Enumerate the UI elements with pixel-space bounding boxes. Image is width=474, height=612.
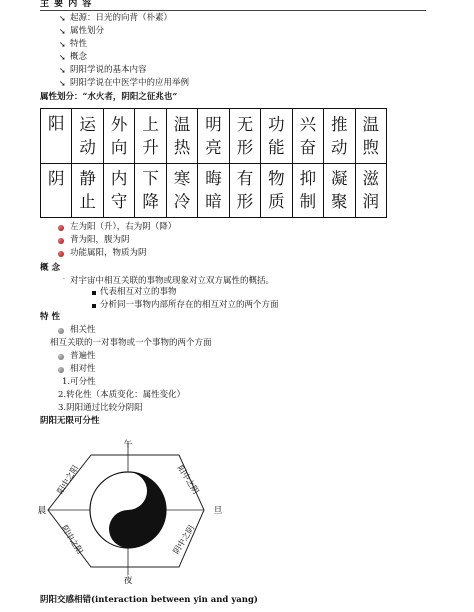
outline-item: 阴阳学说在中医学中的应用举例 bbox=[70, 78, 190, 88]
section-title: 阴阳交感相错(interaction between yin and yang) bbox=[40, 595, 258, 605]
trait-label: 普遍性 bbox=[70, 351, 96, 361]
table-cell: 无 形 bbox=[229, 109, 260, 164]
table-cell: 有 形 bbox=[229, 163, 260, 218]
grey-bullet-icon bbox=[58, 328, 64, 334]
label-lower-right: 阴中之阴 bbox=[171, 523, 197, 556]
table-row-yin bbox=[41, 163, 387, 218]
outline-title: 主 要 内 容 bbox=[40, 0, 93, 9]
table-cell: 晦 暗 bbox=[198, 163, 229, 218]
grey-bullet-icon bbox=[58, 354, 64, 360]
table-cell: 阴 bbox=[41, 163, 72, 218]
table-cell: 温 热 bbox=[166, 109, 197, 164]
traits-heading: 特 性 bbox=[40, 312, 60, 322]
attribute-note: 背为阳，腹为阴 bbox=[70, 235, 130, 245]
red-bullet-icon bbox=[58, 238, 64, 244]
outline-item: 特性 bbox=[70, 39, 88, 49]
numbered-item: 3.阴阳通过比较分阴阳 bbox=[58, 403, 143, 413]
attributes-heading: 属性划分：“水火者，阴阳之征兆也” bbox=[40, 92, 178, 102]
attribute-note: 左为阳（升），右为阴（降） bbox=[70, 222, 177, 232]
outline-item: 属性划分 bbox=[70, 26, 105, 36]
table-cell: 运 动 bbox=[72, 109, 103, 164]
square-bullet-icon bbox=[92, 291, 96, 295]
numbered-item: 1.可分性 bbox=[62, 377, 96, 387]
label-upper-right: 阳中之阴 bbox=[175, 463, 201, 496]
table-cell: 凝 聚 bbox=[324, 163, 355, 218]
trait-description: 相互关联的一对事物或一个事物的两个方面 bbox=[50, 338, 212, 348]
table-cell: 静 止 bbox=[72, 163, 103, 218]
square-bullet-icon bbox=[92, 304, 96, 308]
label-upper-left: 阳中之阳 bbox=[55, 463, 81, 496]
table-cell: 明 亮 bbox=[198, 109, 229, 164]
red-bullet-icon bbox=[58, 225, 64, 231]
table-cell: 功 能 bbox=[261, 109, 292, 164]
yin-yang-attribute-table bbox=[40, 108, 387, 218]
outline-item: 概念 bbox=[70, 52, 88, 62]
outline-item: 阴阳学说的基本内容 bbox=[70, 65, 147, 75]
table-cell: 物 质 bbox=[261, 163, 292, 218]
table-cell: 上 升 bbox=[135, 109, 166, 164]
table-cell: 滋 润 bbox=[355, 163, 386, 218]
trait-label: 相关性 bbox=[70, 325, 96, 335]
label-left: 晨 bbox=[37, 506, 47, 516]
trait-label: 相对性 bbox=[70, 364, 96, 374]
concept-heading: 概 念 bbox=[40, 263, 60, 273]
label-top: 午 bbox=[123, 440, 133, 450]
table-cell: 阳 bbox=[41, 109, 72, 164]
table-cell: 兴 奋 bbox=[292, 109, 323, 164]
table-cell: 外 向 bbox=[103, 109, 134, 164]
concept-point: 分析同一事物内部所存在的相互对立的两个方面 bbox=[100, 300, 279, 310]
yin-yang-diagram bbox=[36, 435, 226, 585]
dot-bullet-icon: · bbox=[63, 276, 65, 283]
attribute-note: 功能属阳，物质为阴 bbox=[70, 248, 147, 258]
diagram-caption: 阴阳无限可分性 bbox=[40, 416, 100, 426]
table-cell: 温 煦 bbox=[355, 109, 386, 164]
taiji-icon bbox=[90, 472, 166, 548]
table-row-yang bbox=[41, 109, 387, 164]
red-bullet-icon bbox=[58, 251, 64, 257]
arrow-bullet-icon: ➘ bbox=[59, 53, 66, 62]
concept-definition: 对宇宙中相互关联的事物或现象对立双方属性的概括。 bbox=[70, 276, 275, 286]
table-cell: 寒 冷 bbox=[166, 163, 197, 218]
label-bottom: 夜 bbox=[123, 576, 133, 585]
numbered-item: 2.转化性（本质变化：属性变化） bbox=[58, 390, 186, 400]
arrow-bullet-icon: ➘ bbox=[59, 14, 66, 23]
table-cell: 推 动 bbox=[324, 109, 355, 164]
arrow-bullet-icon: ➘ bbox=[59, 66, 66, 75]
label-right: 旦 bbox=[213, 506, 223, 516]
outline-item: 起源：日光的向背（朴素） bbox=[70, 13, 173, 23]
table-cell: 内 守 bbox=[103, 163, 134, 218]
table-cell: 抑 制 bbox=[292, 163, 323, 218]
concept-point: 代表相互对立的事物 bbox=[100, 287, 177, 297]
label-lower-left: 阴中之阳 bbox=[59, 523, 85, 556]
arrow-bullet-icon: ➘ bbox=[59, 79, 66, 88]
grey-bullet-icon bbox=[58, 367, 64, 373]
table-cell: 下 降 bbox=[135, 163, 166, 218]
arrow-bullet-icon: ➘ bbox=[59, 27, 66, 36]
top-rule bbox=[40, 10, 426, 11]
arrow-bullet-icon: ➘ bbox=[59, 40, 66, 49]
